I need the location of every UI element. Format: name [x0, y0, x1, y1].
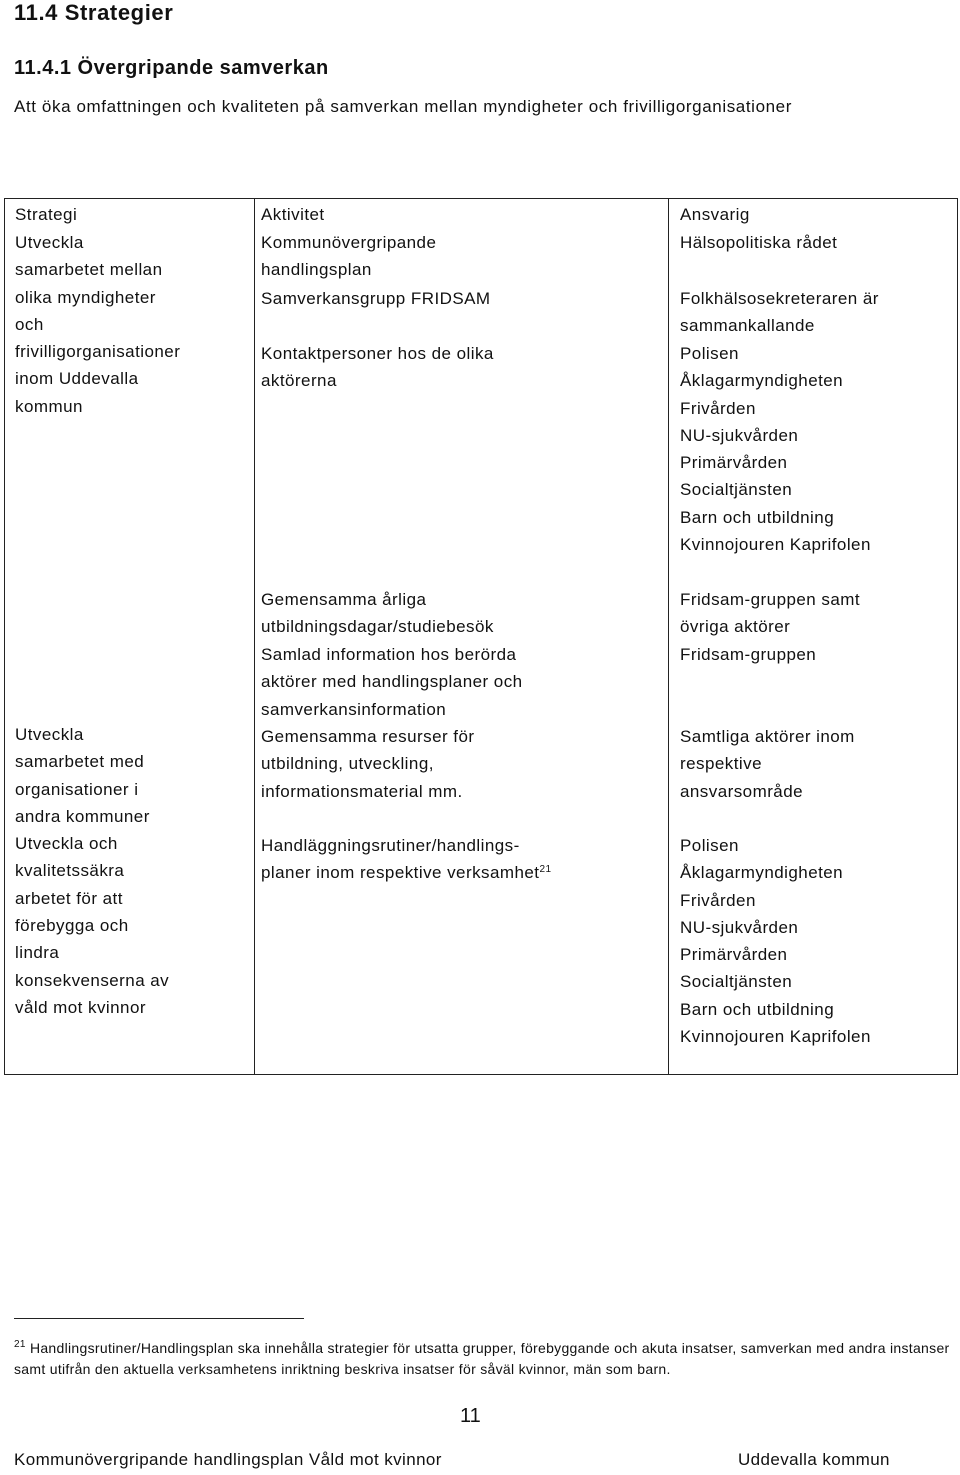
strategy-2-line: Utveckla [15, 725, 84, 744]
footnote-separator [14, 1318, 304, 1319]
responsible-1-line: Hälsopolitiska rådet [680, 233, 838, 252]
activity-6-line: Gemensamma resurser för [261, 727, 475, 746]
activity-2 [261, 285, 491, 312]
responsible-3-line: Socialtjänsten [680, 480, 793, 500]
footnote [14, 1338, 954, 1380]
column-divider [254, 199, 255, 1074]
activity-6 [261, 723, 474, 805]
responsible-7-line: Barn och utbildning [680, 999, 835, 1019]
responsible-2-line: Folkhälsosekreteraren är [680, 289, 879, 308]
strategy-1-line: kommun [15, 396, 83, 416]
responsible-7-line: NU-sjukvården [680, 917, 799, 937]
responsible-4 [680, 586, 860, 641]
footer-organization: Uddevalla kommun [738, 1450, 890, 1469]
activity-5-line: aktörer med handlingsplaner och [261, 672, 523, 692]
responsible-3-line: NU-sjukvården [680, 425, 799, 445]
activity-7 [261, 832, 552, 887]
activity-6-line: utbildning, utveckling, [261, 754, 434, 774]
responsible-3-line: Barn och utbildning [680, 507, 835, 527]
strategy-1-line: olika myndigheter [15, 287, 156, 307]
column-divider [668, 199, 669, 1074]
strategy-2-line: samarbetet med [15, 752, 145, 772]
activity-4 [261, 586, 494, 641]
activity-5 [261, 641, 523, 723]
activity-3-line: aktörerna [261, 371, 337, 391]
responsible-6-line: ansvarsområde [680, 781, 804, 801]
activity-4-line: Gemensamma årliga [261, 590, 427, 609]
responsible-3-line: Polisen [680, 344, 739, 363]
responsible-3-line: Åklagarmyndigheten [680, 371, 844, 391]
responsible-7-line: Primärvården [680, 945, 788, 965]
activity-6-line: informationsmaterial mm. [261, 781, 463, 801]
footnote-text: Handlingsrutiner/Handlingsplan ska innehålla strategier för utsatta grupper, förebyggande och akuta insatser, samverkan med andra instanser samt utifrån den aktuella verksamhetens inriktning beskriva insatser för såväl kvinnor, män som barn. [14, 1340, 950, 1377]
strategy-2-line: kvalitetssäkra [15, 861, 125, 881]
subsection-heading: 11.4.1 Övergripande samverkan [14, 57, 329, 79]
strategy-1-line: inom Uddevalla [15, 369, 139, 389]
footer-title: Kommunövergripande handlingsplan Våld mot kvinnor [14, 1450, 442, 1469]
strategy-1 [15, 229, 180, 420]
activity-7-text: planer inom respektive verksamhet [261, 863, 540, 883]
footnote-number: 21 [14, 1339, 26, 1350]
page-number: 11 [460, 1405, 481, 1427]
responsible-3 [680, 340, 871, 558]
strategy-2-line: arbetet för att [15, 888, 123, 908]
activity-1-line: handlingsplan [261, 260, 372, 280]
strategy-1-line: samarbetet mellan [15, 260, 163, 280]
responsible-7-line: Kvinnojouren Kaprifolen [680, 1027, 871, 1047]
footnote-reference: 21 [539, 864, 552, 876]
responsible-4-line: Fridsam-gruppen samt [680, 590, 861, 609]
strategy-2-line: våld mot kvinnor [15, 997, 146, 1017]
responsible-4-line: övriga aktörer [680, 617, 791, 637]
activity-5-line: samverkansinformation [261, 699, 447, 719]
responsible-7-line: Frivården [680, 890, 756, 910]
responsible-7-line: Socialtjänsten [680, 972, 793, 992]
activity-3-line: Kontaktpersoner hos de olika [261, 344, 494, 363]
responsible-7-line: Polisen [680, 836, 739, 855]
strategy-2 [15, 721, 169, 1021]
activity-7-line: Handläggningsrutiner/handlings- [261, 836, 520, 855]
strategy-2-line: organisationer i [15, 779, 139, 799]
header-activity: Aktivitet [261, 205, 325, 224]
responsible-3-line: Primärvården [680, 453, 788, 473]
responsible-6 [680, 723, 855, 805]
activity-7-line [261, 859, 552, 886]
activity-1 [261, 229, 436, 284]
responsible-3-line: Frivården [680, 398, 756, 418]
responsible-5-line: Fridsam-gruppen [680, 645, 817, 664]
header-responsible: Ansvarig [680, 205, 750, 224]
header-strategy: Strategi [15, 205, 78, 224]
activity-3 [261, 340, 494, 395]
responsible-6-line: respektive [680, 754, 762, 774]
section-heading: 11.4 Strategier [14, 0, 174, 25]
activity-1-line: Kommunövergripande [261, 233, 437, 252]
activity-5-line: Samlad information hos berörda [261, 645, 517, 664]
strategy-table [4, 198, 958, 1075]
strategy-1-line: och [15, 314, 44, 334]
responsible-6-line: Samtliga aktörer inom [680, 727, 855, 746]
strategy-1-line: Utveckla [15, 233, 84, 252]
strategy-2-line: förebygga och [15, 916, 129, 936]
intro-text: Att öka omfattningen och kvaliteten på samverkan mellan myndigheter och frivilligorganisationer [14, 97, 792, 116]
strategy-2-line: andra kommuner [15, 806, 150, 826]
activity-4-line: utbildningsdagar/studiebesök [261, 617, 494, 637]
responsible-5 [680, 641, 816, 668]
activity-2-line: Samverkansgrupp FRIDSAM [261, 289, 491, 308]
responsible-7-line: Åklagarmyndigheten [680, 863, 844, 883]
strategy-2-line: konsekvenserna av [15, 970, 170, 990]
responsible-1 [680, 229, 837, 256]
responsible-2-line: sammankallande [680, 316, 815, 336]
responsible-3-line: Kvinnojouren Kaprifolen [680, 535, 871, 555]
responsible-7 [680, 832, 871, 1050]
responsible-2 [680, 285, 879, 340]
strategy-2-line: Utveckla och [15, 834, 118, 854]
strategy-1-line: frivilligorganisationer [15, 342, 181, 362]
strategy-2-line: lindra [15, 943, 60, 963]
